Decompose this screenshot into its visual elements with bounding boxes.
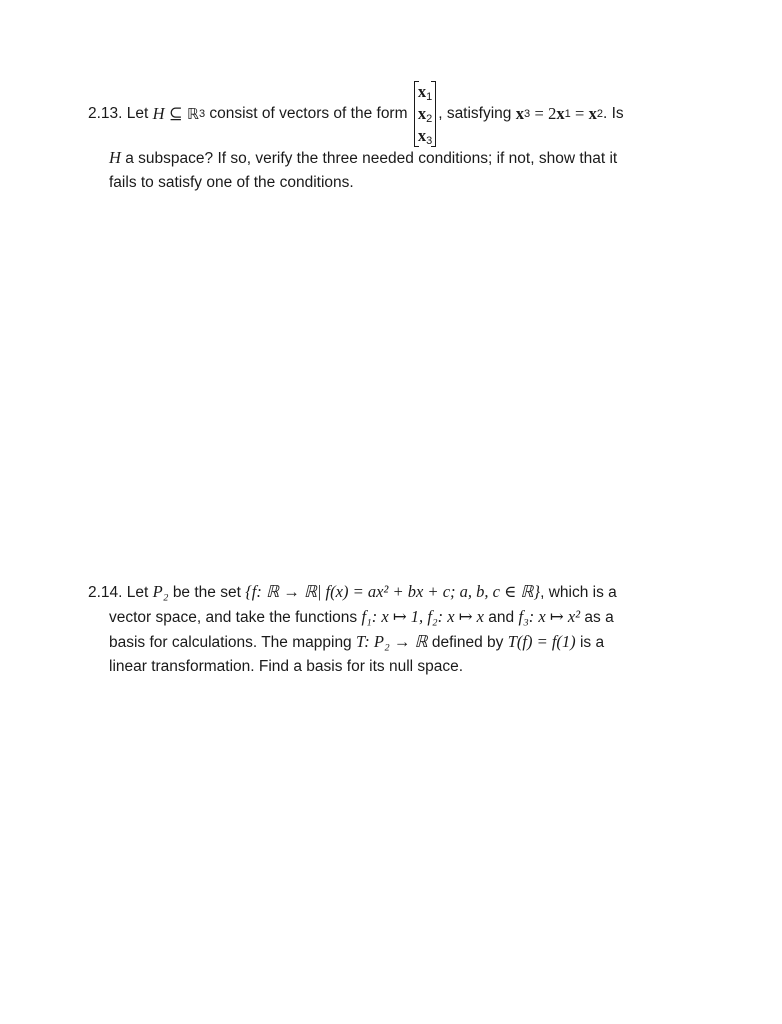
vector-entry-x: x xyxy=(417,82,427,101)
math-x: x xyxy=(515,104,524,123)
text-segment: vector space, and take the functions xyxy=(109,609,358,626)
math-P2: P₂ xyxy=(152,582,169,601)
text-segment: and xyxy=(488,609,515,626)
subscript: 3 xyxy=(426,135,433,147)
math-subset: ⊆ xyxy=(168,104,183,123)
text-segment: linear transformation. Find a basis for its null space. xyxy=(109,658,464,675)
text-segment: Let xyxy=(126,584,149,601)
text-segment: consist of vectors of the form xyxy=(209,105,408,122)
problem-2-13 xyxy=(88,82,708,195)
text-segment: defined by xyxy=(431,634,504,651)
problem-2-14-line-2 xyxy=(88,605,708,630)
math-equals: = xyxy=(575,104,585,123)
math-set-definition: {f: ℝ → ℝ| f(x) = ax² + bx + c; a, b, c ∈ ℝ} xyxy=(245,582,541,601)
problem-2-14-line-1 xyxy=(88,580,708,605)
math-H: H xyxy=(109,148,121,167)
problem-2-13-line-1: 2.13. Let H ⊆ ℝ 3 consist of vectors of the form $x_1$ $x_2$ $x_3$ , satisfying x 3 = 2 x 1 = x 2 . Is xyxy=(88,82,708,146)
vector-entry-x: x xyxy=(417,104,427,123)
text-segment: basis for calculations. The mapping xyxy=(109,634,352,651)
subscript: 2 xyxy=(426,113,433,125)
problem-2-14-line-3 xyxy=(88,630,708,655)
math-equals: = xyxy=(534,104,544,123)
text-segment: be the set xyxy=(172,584,241,601)
text-segment: fails to satisfy one of the conditions. xyxy=(109,174,354,191)
math-x: x xyxy=(588,104,597,123)
text-segment: as a xyxy=(584,609,614,626)
math-H: H xyxy=(152,104,165,123)
math-coefficient: 2 xyxy=(548,104,557,123)
math-f3: f₃: x ↦ x² xyxy=(518,607,581,626)
math-x: x xyxy=(556,104,565,123)
math-f1: f₁: x ↦ 1, xyxy=(361,607,428,626)
text-segment: Let xyxy=(126,105,149,122)
math-T-definition: T(f) = f(1) xyxy=(507,632,576,651)
text-segment: , which is a xyxy=(540,584,617,601)
problem-2-14 xyxy=(88,580,708,679)
math-f2: f₂: x ↦ x xyxy=(427,607,484,626)
problem-number: 2.13. xyxy=(88,105,123,122)
column-vector xyxy=(414,81,436,147)
problem-number: 2.14. xyxy=(88,584,123,601)
problem-2-13-line-3 xyxy=(88,171,708,195)
problem-2-14-line-4 xyxy=(88,655,708,679)
vector-entry-x: x xyxy=(417,126,427,145)
problem-2-13-line-2 xyxy=(88,146,708,171)
text-segment: a subspace? If so, verify the three needed conditions; if not, show that it xyxy=(125,150,618,167)
text-segment: is a xyxy=(579,634,605,651)
subscript: 1 xyxy=(426,91,433,103)
math-R: ℝ xyxy=(187,105,199,123)
math-T-mapping: T: P₂ → ℝ xyxy=(356,632,428,651)
text-segment: , satisfying xyxy=(438,105,512,122)
text-segment: . Is xyxy=(603,105,624,122)
